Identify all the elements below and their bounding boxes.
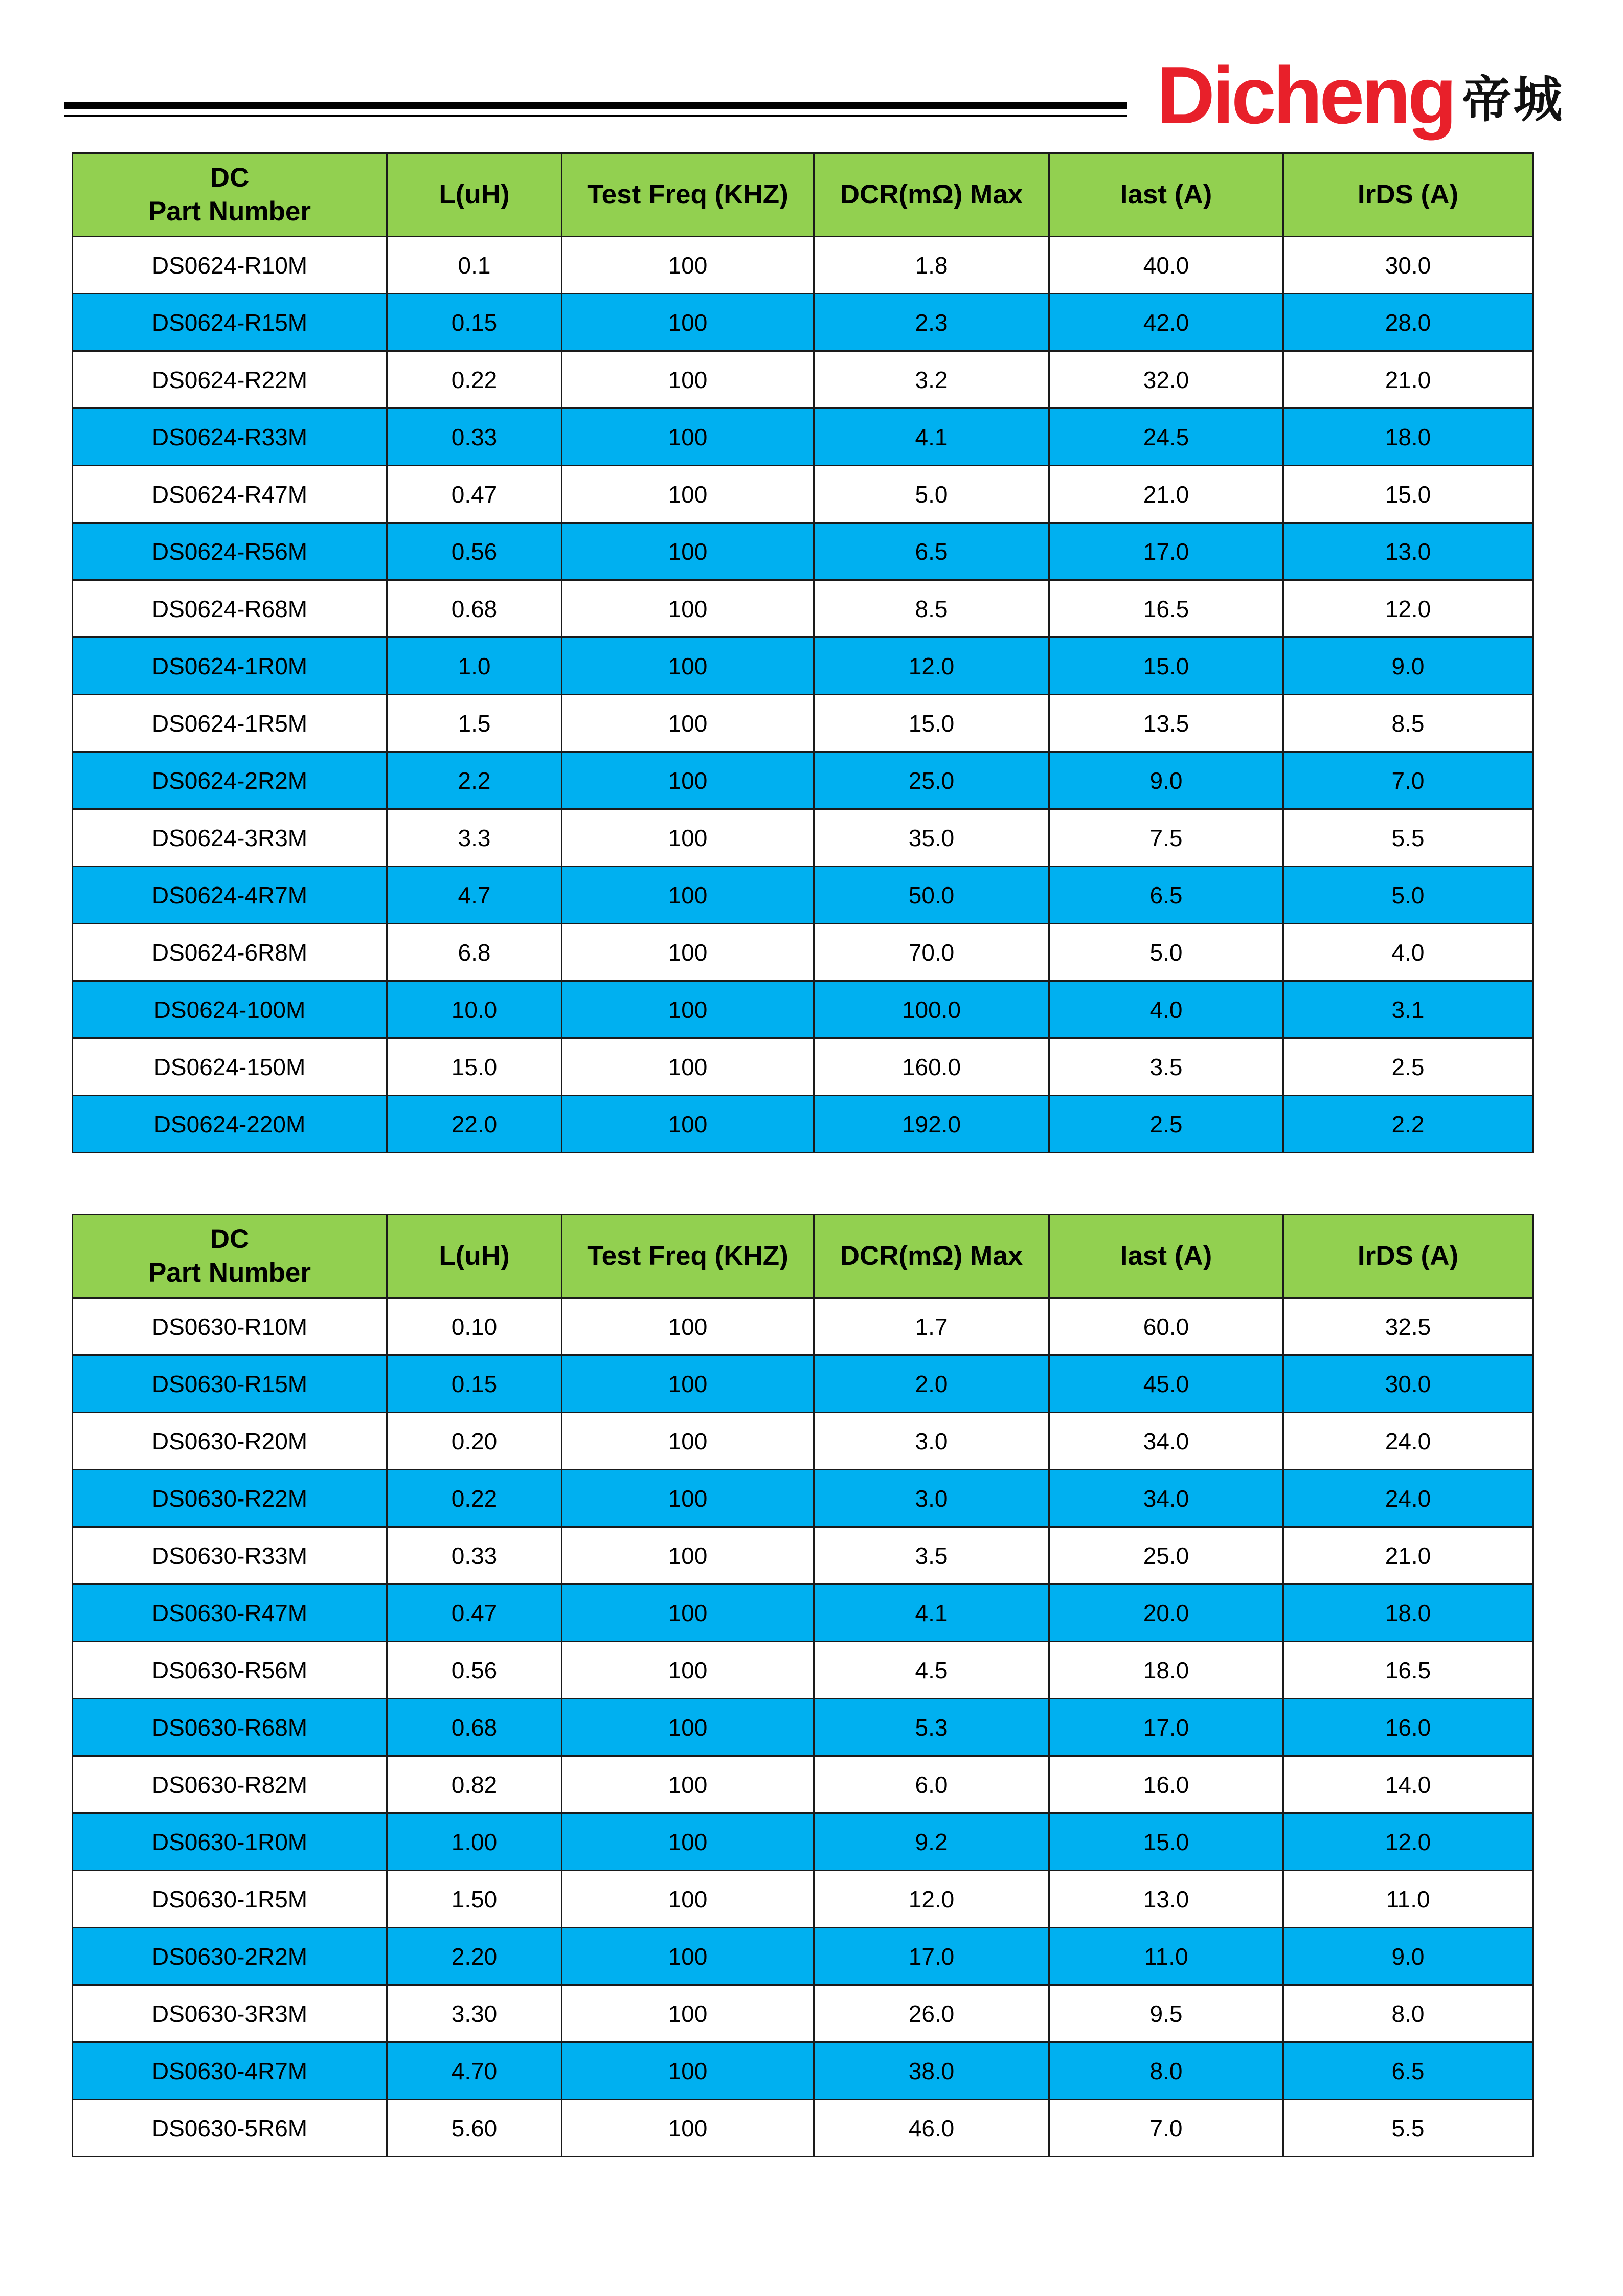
cell-dcr: 3.5 [814, 1527, 1049, 1584]
cell-isat: 24.5 [1049, 408, 1283, 466]
cell-dcr: 5.0 [814, 466, 1049, 523]
col-header-test-freq: Test Freq (KHZ) [562, 1215, 814, 1298]
cell-isat: 60.0 [1049, 1298, 1283, 1355]
cell-isat: 13.5 [1049, 695, 1283, 752]
cell-test-freq: 100 [562, 523, 814, 580]
table-row [73, 867, 1533, 924]
table-row [73, 2042, 1533, 2100]
col-header-part-number [73, 153, 387, 237]
table-header-row [73, 153, 1533, 237]
cell-test-freq: 100 [562, 695, 814, 752]
cell-part-number: DS0630-4R7M [73, 2042, 387, 2100]
cell-dcr: 1.8 [814, 237, 1049, 294]
cell-irds: 15.0 [1283, 466, 1533, 523]
cell-test-freq: 100 [562, 237, 814, 294]
table-row [73, 1298, 1533, 1355]
table-row [73, 981, 1533, 1038]
cell-isat: 16.5 [1049, 580, 1283, 638]
cell-test-freq: 100 [562, 580, 814, 638]
cell-inductance: 0.1 [387, 237, 562, 294]
cell-inductance: 2.20 [387, 1928, 562, 1985]
cell-irds: 12.0 [1283, 1813, 1533, 1871]
cell-irds: 5.5 [1283, 809, 1533, 867]
cell-inductance: 0.56 [387, 1642, 562, 1699]
cell-dcr: 192.0 [814, 1096, 1049, 1153]
cell-irds: 5.5 [1283, 2100, 1533, 2157]
cell-isat: 2.5 [1049, 1096, 1283, 1153]
col-header-part-number [73, 1215, 387, 1298]
cell-part-number: DS0624-6R8M [73, 924, 387, 981]
table-row [73, 466, 1533, 523]
cell-irds: 9.0 [1283, 1928, 1533, 1985]
table-row [73, 809, 1533, 867]
cell-isat: 8.0 [1049, 2042, 1283, 2100]
header-rule-thick [64, 102, 1127, 109]
cell-inductance: 0.68 [387, 1699, 562, 1756]
cell-irds: 3.1 [1283, 981, 1533, 1038]
col-header-dcr: DCR(mΩ) Max [814, 1215, 1049, 1298]
cell-irds: 12.0 [1283, 580, 1533, 638]
cell-irds: 8.0 [1283, 1985, 1533, 2042]
cell-part-number: DS0630-R15M [73, 1355, 387, 1413]
cell-isat: 34.0 [1049, 1413, 1283, 1470]
cell-isat: 7.5 [1049, 809, 1283, 867]
cell-test-freq: 100 [562, 638, 814, 695]
cell-inductance: 1.50 [387, 1871, 562, 1928]
cell-dcr: 35.0 [814, 809, 1049, 867]
cell-isat: 34.0 [1049, 1470, 1283, 1527]
cell-part-number: DS0624-R68M [73, 580, 387, 638]
cell-test-freq: 100 [562, 1642, 814, 1699]
cell-inductance: 3.3 [387, 809, 562, 867]
cell-part-number: DS0630-R68M [73, 1699, 387, 1756]
cell-irds: 6.5 [1283, 2042, 1533, 2100]
cell-dcr: 3.0 [814, 1470, 1049, 1527]
cell-irds: 5.0 [1283, 867, 1533, 924]
cell-isat: 9.5 [1049, 1985, 1283, 2042]
table-row [73, 1355, 1533, 1413]
cell-isat: 15.0 [1049, 1813, 1283, 1871]
table-row [73, 1642, 1533, 1699]
col-header-isat: Iast (A) [1049, 153, 1283, 237]
cell-isat: 11.0 [1049, 1928, 1283, 1985]
cell-inductance: 0.82 [387, 1756, 562, 1813]
cell-dcr: 160.0 [814, 1038, 1049, 1096]
cell-irds: 32.5 [1283, 1298, 1533, 1355]
cell-dcr: 8.5 [814, 580, 1049, 638]
cell-irds: 18.0 [1283, 1584, 1533, 1642]
cell-irds: 2.2 [1283, 1096, 1533, 1153]
cell-part-number: DS0624-3R3M [73, 809, 387, 867]
cell-test-freq: 100 [562, 294, 814, 351]
cell-irds: 21.0 [1283, 351, 1533, 408]
cell-part-number: DS0624-1R5M [73, 695, 387, 752]
cell-dcr: 38.0 [814, 2042, 1049, 2100]
cell-inductance: 1.00 [387, 1813, 562, 1871]
cell-dcr: 15.0 [814, 695, 1049, 752]
cell-isat: 7.0 [1049, 2100, 1283, 2157]
cell-irds: 18.0 [1283, 408, 1533, 466]
table-body [73, 237, 1533, 1153]
table-row [73, 1871, 1533, 1928]
table-row [73, 1096, 1533, 1153]
table-row [73, 1813, 1533, 1871]
col-header-isat: Iast (A) [1049, 1215, 1283, 1298]
cell-part-number: DS0630-R56M [73, 1642, 387, 1699]
cell-isat: 6.5 [1049, 867, 1283, 924]
cell-part-number: DS0630-R47M [73, 1584, 387, 1642]
table-row [73, 1928, 1533, 1985]
cell-test-freq: 100 [562, 924, 814, 981]
cell-test-freq: 100 [562, 2042, 814, 2100]
cell-part-number: DS0624-2R2M [73, 752, 387, 809]
cell-part-number: DS0624-R10M [73, 237, 387, 294]
col-header-dcr: DCR(mΩ) Max [814, 153, 1049, 237]
cell-irds: 16.0 [1283, 1699, 1533, 1756]
cell-test-freq: 100 [562, 1470, 814, 1527]
table-header-row [73, 1215, 1533, 1298]
cell-inductance: 1.0 [387, 638, 562, 695]
cell-irds: 30.0 [1283, 1355, 1533, 1413]
table-row [73, 237, 1533, 294]
col-header-inductance: L(uH) [387, 153, 562, 237]
cell-isat: 17.0 [1049, 523, 1283, 580]
cell-test-freq: 100 [562, 1096, 814, 1153]
table-row [73, 752, 1533, 809]
cell-part-number: DS0624-R33M [73, 408, 387, 466]
cell-irds: 24.0 [1283, 1413, 1533, 1470]
cell-test-freq: 100 [562, 1527, 814, 1584]
brand-logo [1157, 52, 1564, 139]
table-body [73, 1298, 1533, 2157]
cell-isat: 17.0 [1049, 1699, 1283, 1756]
cell-dcr: 9.2 [814, 1813, 1049, 1871]
cell-irds: 21.0 [1283, 1527, 1533, 1584]
cell-isat: 21.0 [1049, 466, 1283, 523]
cell-isat: 13.0 [1049, 1871, 1283, 1928]
cell-part-number: DS0624-4R7M [73, 867, 387, 924]
cell-inductance: 0.20 [387, 1413, 562, 1470]
cell-irds: 13.0 [1283, 523, 1533, 580]
cell-part-number: DS0624-1R0M [73, 638, 387, 695]
cell-part-number: DS0624-R15M [73, 294, 387, 351]
cell-inductance: 0.10 [387, 1298, 562, 1355]
cell-inductance: 5.60 [387, 2100, 562, 2157]
cell-isat: 40.0 [1049, 237, 1283, 294]
cell-test-freq: 100 [562, 1355, 814, 1413]
cell-dcr: 5.3 [814, 1699, 1049, 1756]
table-row [73, 1699, 1533, 1756]
cell-inductance: 2.2 [387, 752, 562, 809]
cell-part-number: DS0630-R22M [73, 1470, 387, 1527]
cell-dcr: 6.0 [814, 1756, 1049, 1813]
cell-dcr: 2.3 [814, 294, 1049, 351]
cell-part-number: DS0630-1R5M [73, 1871, 387, 1928]
cell-part-number: DS0630-R20M [73, 1413, 387, 1470]
cell-isat: 32.0 [1049, 351, 1283, 408]
cell-test-freq: 100 [562, 867, 814, 924]
brand-logo-cn: 帝城 [1462, 71, 1565, 128]
table-row [73, 2100, 1533, 2157]
spec-table-ds0624 [72, 152, 1534, 1153]
cell-dcr: 3.2 [814, 351, 1049, 408]
cell-inductance: 15.0 [387, 1038, 562, 1096]
cell-inductance: 0.15 [387, 294, 562, 351]
cell-irds: 30.0 [1283, 237, 1533, 294]
cell-part-number: DS0630-3R3M [73, 1985, 387, 2042]
cell-dcr: 4.1 [814, 1584, 1049, 1642]
cell-inductance: 6.8 [387, 924, 562, 981]
header-rule [64, 102, 1127, 117]
header-rule-thin [64, 115, 1127, 117]
brand-logo-text: Dicheng [1157, 51, 1454, 141]
col-header-irds: IrDS (A) [1283, 153, 1533, 237]
cell-inductance: 0.56 [387, 523, 562, 580]
cell-test-freq: 100 [562, 1928, 814, 1985]
cell-dcr: 4.1 [814, 408, 1049, 466]
cell-inductance: 0.68 [387, 580, 562, 638]
spec-table-ds0630 [72, 1214, 1534, 2157]
table-row [73, 580, 1533, 638]
cell-inductance: 0.47 [387, 466, 562, 523]
cell-inductance: 0.47 [387, 1584, 562, 1642]
cell-irds: 8.5 [1283, 695, 1533, 752]
cell-irds: 7.0 [1283, 752, 1533, 809]
table-row [73, 924, 1533, 981]
cell-dcr: 3.0 [814, 1413, 1049, 1470]
cell-test-freq: 100 [562, 1038, 814, 1096]
cell-test-freq: 100 [562, 1756, 814, 1813]
cell-dcr: 12.0 [814, 638, 1049, 695]
table-row [73, 351, 1533, 408]
cell-part-number: DS0630-1R0M [73, 1813, 387, 1871]
cell-test-freq: 100 [562, 1699, 814, 1756]
cell-part-number: DS0624-R56M [73, 523, 387, 580]
cell-part-number: DS0624-R22M [73, 351, 387, 408]
cell-test-freq: 100 [562, 1813, 814, 1871]
cell-inductance: 0.33 [387, 1527, 562, 1584]
cell-isat: 15.0 [1049, 638, 1283, 695]
col-header-inductance: L(uH) [387, 1215, 562, 1298]
cell-test-freq: 100 [562, 408, 814, 466]
cell-part-number: DS0630-2R2M [73, 1928, 387, 1985]
cell-irds: 16.5 [1283, 1642, 1533, 1699]
cell-test-freq: 100 [562, 1413, 814, 1470]
cell-test-freq: 100 [562, 1298, 814, 1355]
cell-test-freq: 100 [562, 1985, 814, 2042]
cell-part-number: DS0624-R47M [73, 466, 387, 523]
cell-irds: 11.0 [1283, 1871, 1533, 1928]
cell-isat: 16.0 [1049, 1756, 1283, 1813]
table-row [73, 1756, 1533, 1813]
cell-part-number: DS0630-R33M [73, 1527, 387, 1584]
cell-dcr: 4.5 [814, 1642, 1049, 1699]
cell-part-number: DS0630-5R6M [73, 2100, 387, 2157]
cell-inductance: 0.22 [387, 1470, 562, 1527]
col-header-part-line2: Part Number [148, 1258, 311, 1288]
col-header-irds: IrDS (A) [1283, 1215, 1533, 1298]
cell-inductance: 3.30 [387, 1985, 562, 2042]
cell-dcr: 46.0 [814, 2100, 1049, 2157]
cell-isat: 42.0 [1049, 294, 1283, 351]
col-header-test-freq: Test Freq (KHZ) [562, 153, 814, 237]
cell-dcr: 17.0 [814, 1928, 1049, 1985]
cell-test-freq: 100 [562, 981, 814, 1038]
cell-isat: 4.0 [1049, 981, 1283, 1038]
cell-inductance: 0.15 [387, 1355, 562, 1413]
cell-isat: 9.0 [1049, 752, 1283, 809]
cell-dcr: 50.0 [814, 867, 1049, 924]
cell-test-freq: 100 [562, 752, 814, 809]
cell-isat: 3.5 [1049, 1038, 1283, 1096]
table-row [73, 523, 1533, 580]
cell-test-freq: 100 [562, 466, 814, 523]
table-row [73, 408, 1533, 466]
cell-part-number: DS0624-220M [73, 1096, 387, 1153]
cell-dcr: 2.0 [814, 1355, 1049, 1413]
cell-dcr: 6.5 [814, 523, 1049, 580]
cell-inductance: 1.5 [387, 695, 562, 752]
cell-isat: 20.0 [1049, 1584, 1283, 1642]
cell-isat: 5.0 [1049, 924, 1283, 981]
cell-irds: 9.0 [1283, 638, 1533, 695]
cell-isat: 45.0 [1049, 1355, 1283, 1413]
cell-irds: 28.0 [1283, 294, 1533, 351]
col-header-part-line1: DC [210, 1223, 250, 1254]
cell-irds: 4.0 [1283, 924, 1533, 981]
table-row [73, 294, 1533, 351]
cell-test-freq: 100 [562, 1584, 814, 1642]
cell-part-number: DS0630-R82M [73, 1756, 387, 1813]
table-row [73, 1985, 1533, 2042]
cell-test-freq: 100 [562, 809, 814, 867]
table-row [73, 1527, 1533, 1584]
cell-irds: 24.0 [1283, 1470, 1533, 1527]
cell-dcr: 70.0 [814, 924, 1049, 981]
table-row [73, 1584, 1533, 1642]
cell-isat: 25.0 [1049, 1527, 1283, 1584]
cell-dcr: 1.7 [814, 1298, 1049, 1355]
cell-test-freq: 100 [562, 351, 814, 408]
cell-isat: 18.0 [1049, 1642, 1283, 1699]
cell-test-freq: 100 [562, 2100, 814, 2157]
cell-dcr: 26.0 [814, 1985, 1049, 2042]
table-row [73, 1413, 1533, 1470]
col-header-part-line1: DC [210, 162, 250, 193]
col-header-part-line2: Part Number [148, 196, 311, 226]
cell-inductance: 10.0 [387, 981, 562, 1038]
cell-inductance: 0.22 [387, 351, 562, 408]
cell-part-number: DS0630-R10M [73, 1298, 387, 1355]
table-row [73, 638, 1533, 695]
cell-part-number: DS0624-100M [73, 981, 387, 1038]
cell-irds: 14.0 [1283, 1756, 1533, 1813]
cell-inductance: 0.33 [387, 408, 562, 466]
cell-inductance: 4.7 [387, 867, 562, 924]
cell-test-freq: 100 [562, 1871, 814, 1928]
table-row [73, 695, 1533, 752]
cell-dcr: 12.0 [814, 1871, 1049, 1928]
cell-irds: 2.5 [1283, 1038, 1533, 1096]
cell-part-number: DS0624-150M [73, 1038, 387, 1096]
cell-dcr: 100.0 [814, 981, 1049, 1038]
cell-inductance: 4.70 [387, 2042, 562, 2100]
cell-inductance: 22.0 [387, 1096, 562, 1153]
cell-dcr: 25.0 [814, 752, 1049, 809]
table-row [73, 1470, 1533, 1527]
table-row [73, 1038, 1533, 1096]
